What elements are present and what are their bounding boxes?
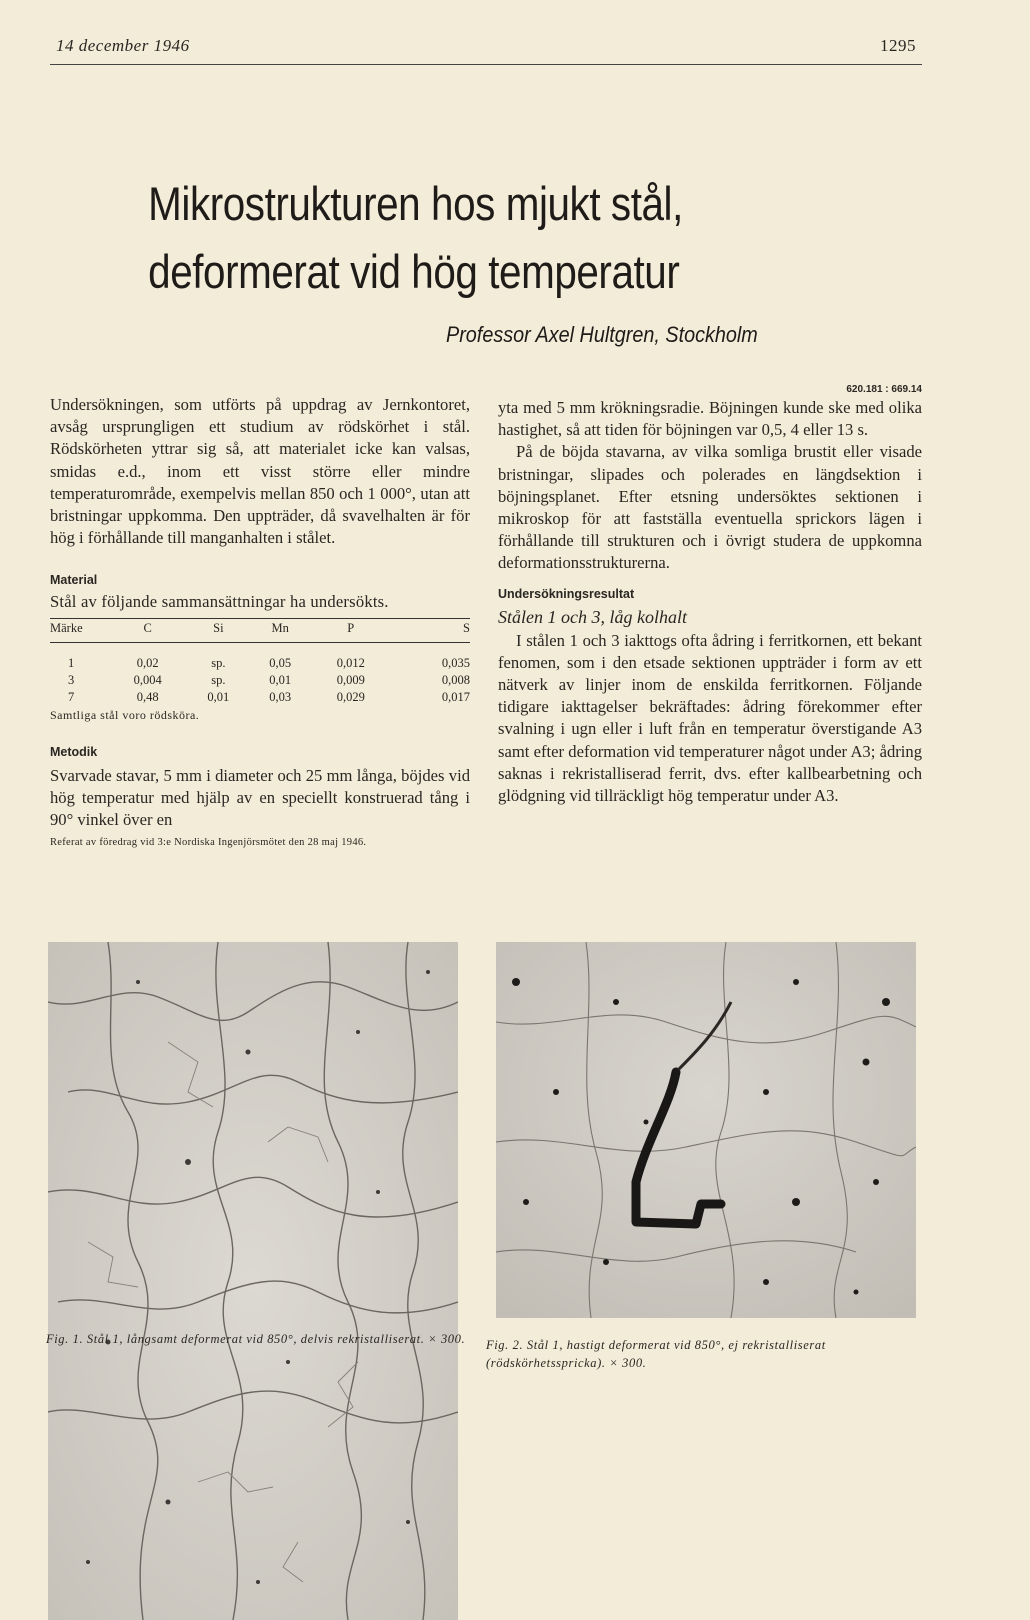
author-byline: Professor Axel Hultgren, Stockholm <box>446 322 758 347</box>
table-cell: 1 <box>68 655 75 670</box>
table-cell: 0,009 <box>336 672 365 687</box>
table-cell: 0,008 <box>441 672 470 687</box>
figure-2-caption: Fig. 2. Stål 1, hastigt deformerat vid 850°, ej rekristalliserat (rödskörhetsspricka). × 300. <box>486 1338 826 1370</box>
title-line-2: deformerat vid hög temperatur <box>148 245 680 298</box>
figure-1-image <box>48 942 458 1620</box>
footnote: Referat av föredrag vid 3:e Nordiska Ingenjörsmötet den 28 maj 1946. <box>50 837 367 849</box>
table-header-cell: Si <box>213 620 224 635</box>
table-cell: 0,035 <box>441 655 470 670</box>
table-cell: 0,48 <box>136 689 159 704</box>
left-column <box>50 394 470 848</box>
metodik-paragraph: Svarvade stavar, 5 mm i diameter och 25 mm långa, böjdes vid hög temperatur med hjälp av en speciellt konstruerad tång i 90° vinkel över en <box>50 765 470 830</box>
table-cell: 0,004 <box>133 672 162 687</box>
composition-table <box>50 618 470 706</box>
table-cell: 0,02 <box>136 655 159 670</box>
results-heading: Undersökningsresultat <box>498 586 635 601</box>
table-row <box>50 655 470 672</box>
figure-2-image <box>496 942 916 1318</box>
figure-1-micrograph <box>48 942 458 1620</box>
header-date: 14 december 1946 <box>56 36 190 55</box>
table-header-row <box>50 618 470 642</box>
table-cell: 0,017 <box>441 689 470 704</box>
table-note: Samtliga stål voro rödsköra. <box>50 707 200 722</box>
header-rule <box>50 64 922 65</box>
title-line-1: Mikrostrukturen hos mjukt stål, <box>148 177 683 230</box>
header-page-number: 1295 <box>880 36 916 55</box>
table-cell: sp. <box>211 655 226 670</box>
table-cell: 3 <box>68 672 75 687</box>
right-column <box>498 384 922 807</box>
figure-2-micrograph <box>496 942 916 1318</box>
table-header-cell: S <box>463 620 470 635</box>
table-cell: 0,01 <box>207 689 230 704</box>
sectioning-paragraph: På de böjda stavarna, av vilka somliga brustit eller visade bristningar, slipades och polerades en längdsektion i böjningsplanet. Efter etsning undersöktes sektionen i mikroskop för att fastställa eventuella sprickors lägen i förhållande till strukturen och i övrigt studera de uppkomna deformationsstrukturerna. <box>498 442 922 573</box>
results-subheading: Stålen 1 och 3, låg kolhalt <box>498 606 687 627</box>
udc-classification: 620.181 : 669.14 <box>846 384 922 395</box>
results-paragraph: I stålen 1 och 3 iakttogs ofta ådring i ferritkornen, ett bekant fenomen, som i den etsade sektionen uppträder i form av ett nätverk av linjer inom de enskilda ferritkornen. Följande tidigare iakttagelser bekräftades: ådring förekommer efter svalning i ugn eller i luft från en temperatur överstigande A3 samt efter deformation vid temperaturer något under A3; ådring saknas i rekristalliserad ferrit, dvs. efter kallbearbetning och glödgning vid tillräckligt hög temperatur under A3. <box>498 630 922 806</box>
metodik-heading: Metodik <box>50 744 98 759</box>
material-heading: Material <box>50 573 98 588</box>
table-cell: 0,01 <box>269 672 292 687</box>
table-header-cell: P <box>347 620 355 635</box>
figure-1-caption: Fig. 1. Stål 1, långsamt deformerat vid 850°, delvis rekristalliserat. × 300. <box>46 1332 466 1346</box>
table-header-cell: C <box>143 620 152 635</box>
intro-paragraph: Undersökningen, som utförts på uppdrag av Jernkontoret, avsåg ursprungligen ett studium av rödskörhet i stål. Rödskörheten yttrar sig så, att materialet icke kan valsas, smidas e.d., inom ett visst större eller mindre temperaturområde, exempelvis mellan 850 och 1 000°, utan att bristningar uppkomma. Den uppträder, då svavelhalten är för hög i förhållande till manganhalten i stålet. <box>50 395 470 548</box>
table-cell: sp. <box>211 672 226 687</box>
table-row <box>50 689 470 706</box>
bending-paragraph: yta med 5 mm krökningsradie. Böjningen kunde ske med olika hastighet, så att tiden för böjningen var 0,5, 4 eller 13 s. <box>498 398 922 440</box>
table-cell: 0,03 <box>269 689 292 704</box>
table-cell: 7 <box>68 689 75 704</box>
table-header-cell: Mn <box>271 620 289 635</box>
article-title <box>100 170 822 306</box>
material-intro: Stål av följande sammansättningar ha undersökts. <box>50 592 389 612</box>
table-cell: 0,012 <box>336 655 365 670</box>
table-cell: 0,05 <box>269 655 292 670</box>
table-row <box>50 672 470 689</box>
table-cell: 0,029 <box>336 689 365 704</box>
table-header-cell: Märke <box>50 620 83 635</box>
